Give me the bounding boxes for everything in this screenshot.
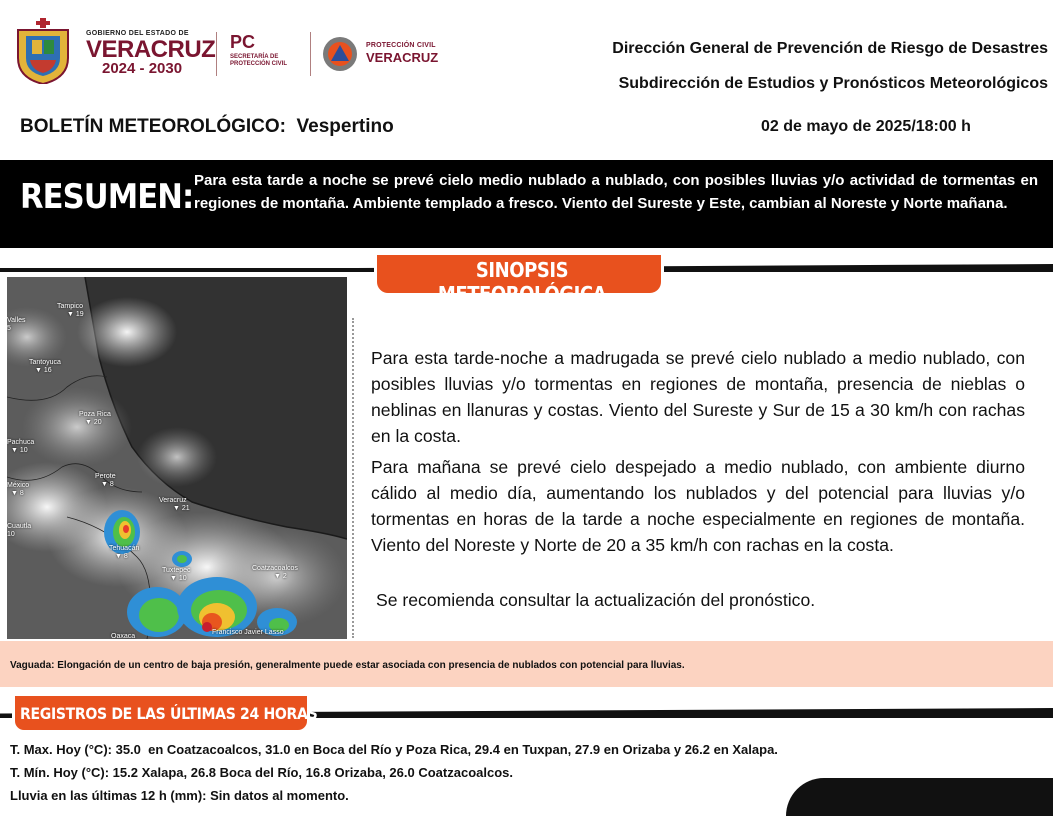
pcv-name: VERACRUZ bbox=[366, 50, 439, 65]
pcv-small-label: PROTECCIÓN CIVIL bbox=[366, 42, 436, 49]
city-label: Tantoyuca ▼ 16 bbox=[29, 359, 61, 374]
glossary-text bbox=[10, 660, 685, 671]
summary-label: RESUMEN: bbox=[20, 177, 194, 217]
city-label: Coatzacoalcos ▼ 2 bbox=[252, 565, 298, 580]
city-label: Perote ▼ 8 bbox=[95, 473, 116, 488]
gov-name: VERACRUZ bbox=[86, 36, 216, 63]
city-label: Tuxtepec ▼ 10 bbox=[162, 567, 191, 582]
record-rain: Lluvia en las últimas 12 h (mm): Sin datos al momento. bbox=[10, 788, 349, 803]
pc-secretariat-label: SECRETARÍA DE PROTECCIÓN CIVIL bbox=[230, 54, 288, 67]
bulletin-title: BOLETÍN METEOROLÓGICO: Vespertino bbox=[20, 116, 394, 137]
glossary-definition: Elongación de un centro de baja presión, generalmente puede estar asociada con presencia de nublados con potencial para lluvias. bbox=[54, 660, 685, 671]
satellite-map bbox=[7, 277, 347, 639]
synopsis-heading: SINOPSIS METEOROLÓGICA bbox=[437, 258, 607, 306]
civil-protection-icon bbox=[322, 36, 358, 72]
gov-small-label: GOBIERNO DEL ESTADO DE bbox=[86, 30, 189, 37]
synopsis-paragraph-tomorrow: Para mañana se prevé cielo despejado a medio nublado, con ambiente diurno cálido al medio día, aumentando los nublados y del potencial para lluvias y/o tormentas en horas de la tarde a noche especialmente en regiones de montaña. Viento del Noreste y Norte de 20 a 35 km/h con rachas en la costa. bbox=[371, 457, 1025, 555]
bulletin-date: 02 de mayo de 2025/18:00 h bbox=[761, 118, 971, 135]
city-label: Pachuca ▼ 10 bbox=[7, 439, 35, 454]
city-label: México ▼ 8 bbox=[7, 482, 30, 497]
logo-divider bbox=[216, 32, 217, 76]
satellite-image bbox=[7, 277, 347, 639]
city-label: Francisco Javier Lasso bbox=[212, 629, 284, 636]
records-heading: REGISTROS DE LAS ÚLTIMAS 24 HORAS bbox=[20, 704, 318, 723]
veracruz-shield-logo bbox=[14, 18, 72, 84]
city-label: Oaxaca bbox=[111, 633, 136, 639]
glossary-term: Vaguada: bbox=[10, 660, 55, 671]
corner-decoration bbox=[786, 778, 1053, 816]
org-directorate: Dirección General de Prevención de Riesgo de Desastres bbox=[612, 40, 1048, 57]
city-label: Tehuacán ▼ 8 bbox=[109, 545, 140, 560]
summary-box bbox=[0, 160, 1053, 248]
record-tmin: T. Mín. Hoy (°C): 15.2 Xalapa, 26.8 Boca del Río, 16.8 Orizaba, 26.0 Coatzacoalcos. bbox=[10, 765, 513, 780]
logo-group bbox=[14, 14, 444, 90]
summary-text: Para esta tarde a noche se prevé cielo medio nublado a nublado, con posibles lluvias y/o actividad de tormentas en regiones de montaña. Ambiente templado a fresco. Viento del Sureste y Este, cambian al Noreste y Norte mañana. bbox=[194, 172, 1038, 212]
city-label: Poza Rica ▼ 20 bbox=[79, 411, 111, 426]
city-label: Cuautla 10 bbox=[7, 523, 32, 538]
city-label: Tampico ▼ 19 bbox=[57, 303, 84, 318]
org-subdirectorate: Subdirección de Estudios y Pronósticos Meteorológicos bbox=[618, 75, 1048, 92]
dotted-divider bbox=[352, 318, 354, 638]
glossary-box bbox=[0, 641, 1053, 687]
synopsis-recommendation: Se recomienda consultar la actualización del pronóstico. bbox=[376, 590, 816, 610]
record-tmax: T. Max. Hoy (°C): 35.0 en Coatzacoalcos, 31.0 en Boca del Río y Poza Rica, 29.4 en Tuxpan, 27.9 en Orizaba y 26.2 en Xalapa. bbox=[10, 742, 778, 757]
pc-logo-mark: PC bbox=[230, 32, 256, 52]
city-label: Valles 5 bbox=[7, 317, 26, 332]
city-label: Veracruz ▼ 21 bbox=[159, 497, 190, 512]
logo-divider bbox=[310, 32, 311, 76]
gov-years: 2024 - 2030 bbox=[102, 60, 183, 77]
synopsis-paragraph-tonight: Para esta tarde-noche a madrugada se prevé cielo nublado a medio nublado, con posibles lluvias y/o tormentas en regiones de montaña, presencia de nieblas o neblinas en llanuras y costas. Viento del Sureste y Sur de 15 a 30 km/h con rachas en la costa. bbox=[371, 348, 1025, 446]
